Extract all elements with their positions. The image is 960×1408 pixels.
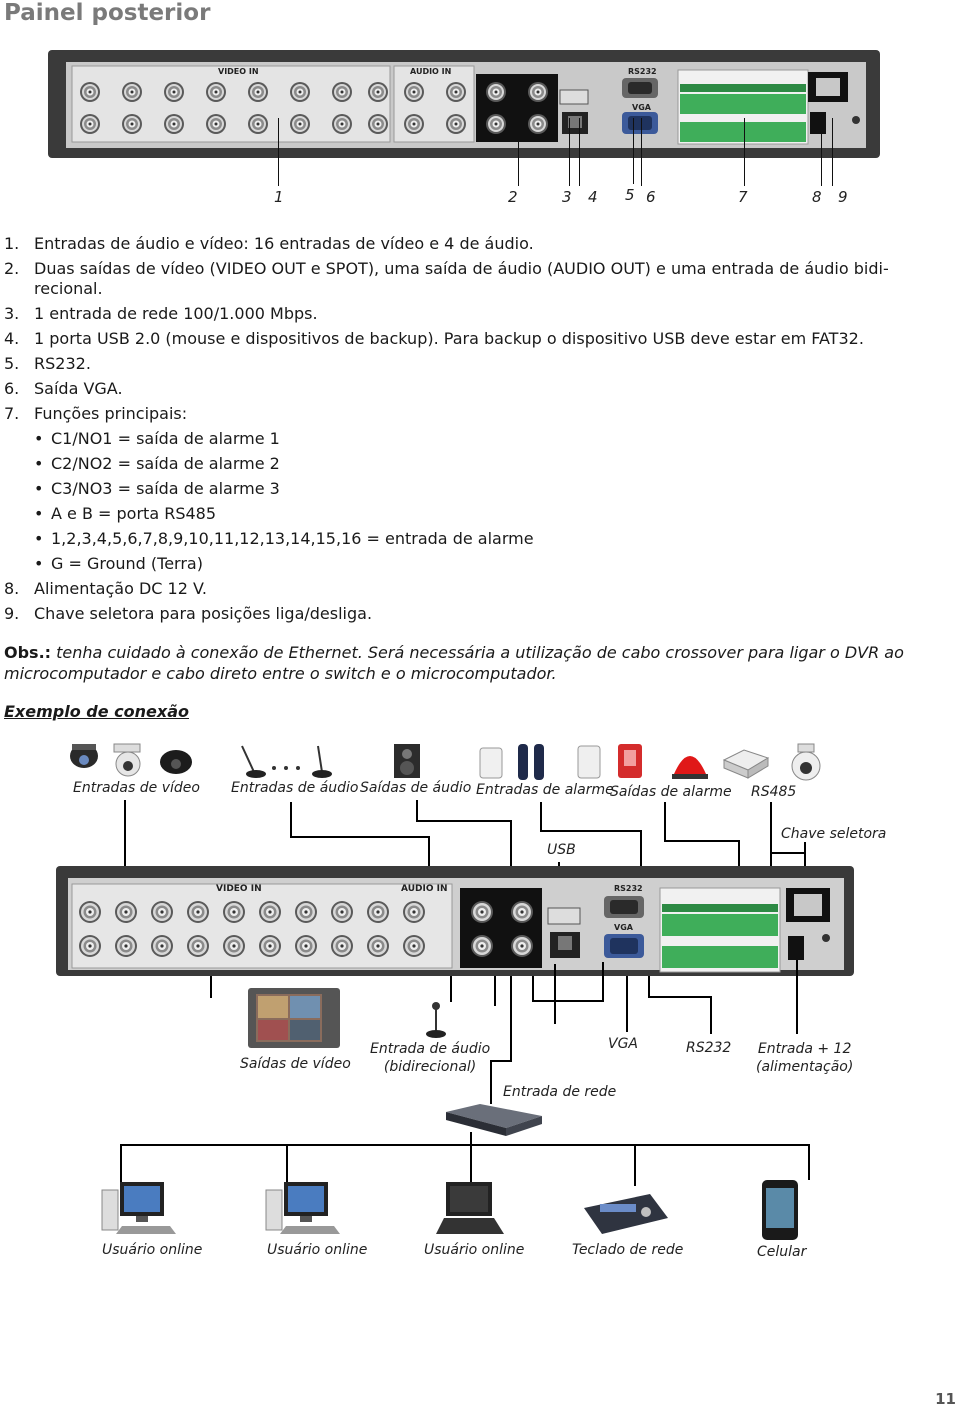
label-rs232: RS232 <box>686 1040 732 1056</box>
main-functions-list <box>34 429 939 574</box>
panel-vga-label: VGA <box>632 103 651 112</box>
label-entrada-audio: Entrada de áudio (bidirecional) <box>370 1041 491 1075</box>
rs485-box-icon <box>720 746 770 780</box>
svg-text:RS232: RS232 <box>614 884 643 893</box>
label-vga: VGA <box>608 1036 639 1052</box>
label-usuario-online: Usuário online <box>424 1242 525 1258</box>
label-saidas-audio: Saídas de áudio <box>360 780 472 796</box>
network-keyboard-icon <box>580 1188 670 1238</box>
function-item: • C3/NO3 = saída de alarme 3 <box>34 479 939 499</box>
label-chave-seletora: Chave seletora <box>781 826 887 842</box>
label-celular: Celular <box>757 1244 807 1260</box>
callout-2: 2 <box>508 188 518 206</box>
function-item: • A e B = porta RS485 <box>34 504 939 524</box>
label-entradas-video: Entradas de vídeo <box>73 780 200 796</box>
callout-5: 5 <box>625 186 635 204</box>
usb-port <box>560 90 588 104</box>
strobe-light-icon <box>668 744 712 780</box>
panel-audio-in-label: AUDIO IN <box>410 67 452 76</box>
callout-3: 3 <box>562 188 572 206</box>
feature-item: 8. Alimentação DC 12 V. <box>4 579 207 598</box>
label-usuario-online: Usuário online <box>102 1242 203 1258</box>
label-entrada-rede: Entrada de rede <box>503 1084 617 1100</box>
microphone-icon <box>416 1000 456 1042</box>
video-out-block <box>476 74 558 142</box>
panel-rs232-label: RS232 <box>628 67 657 76</box>
callout-9: 9 <box>838 188 848 206</box>
dvr-connection-panel <box>56 866 856 978</box>
feature-item: 7. Funções principais: • C1/NO1 = saída de alarme 1 • C2/NO2 = saída de alarme 2 • C3/NO3 = saída de alarme 3 • A e B = porta RS485 • 1,2,3,4,5,6,7,8,9,10,11,12,13,14,15,16 = entrada de alarme • G = Ground (Terra) <box>4 404 939 574</box>
svg-text:VGA: VGA <box>614 923 633 932</box>
label-alimentacao: Entrada + 12 (alimentação) <box>756 1041 854 1075</box>
callout-1: 1 <box>274 188 284 206</box>
speaker-icon <box>392 742 422 782</box>
callout-8: 8 <box>812 188 822 206</box>
callout-7: 7 <box>738 188 748 206</box>
alarm-sensors-icon <box>478 742 608 782</box>
svg-text:VIDEO IN: VIDEO IN <box>216 884 262 894</box>
feature-item: 1. Entradas de áudio e vídeo: 16 entradas de vídeo e 4 de áudio. <box>4 234 534 253</box>
label-entradas-audio: Entradas de áudio <box>231 780 359 796</box>
feature-item: 2. Duas saídas de vídeo (VIDEO OUT e SPOT), uma saída de áudio (AUDIO OUT) e uma entrada de áudio bidi-recional. <box>4 259 889 298</box>
label-saidas-video: Saídas de vídeo <box>240 1056 351 1072</box>
desktop-computer-icon <box>100 1180 180 1240</box>
panel-video-in-label: VIDEO IN <box>218 67 259 76</box>
callout-4: 4 <box>588 188 598 206</box>
feature-item: 6. Saída VGA. <box>4 379 123 398</box>
dc-power-jack <box>810 112 826 134</box>
monitor-icon <box>246 986 342 1054</box>
page-title: Painel posterior <box>4 0 211 26</box>
label-teclado-rede: Teclado de rede <box>572 1242 684 1258</box>
desktop-computer-icon <box>264 1180 344 1240</box>
function-item: • 1,2,3,4,5,6,7,8,9,10,11,12,13,14,15,16 = entrada de alarme <box>34 529 939 549</box>
laptop-icon <box>436 1180 506 1238</box>
siren-icon <box>612 742 652 782</box>
example-title: Exemplo de conexão <box>4 702 189 721</box>
function-item: • C1/NO1 = saída de alarme 1 <box>34 429 939 449</box>
observation-note: Obs.: tenha cuidado à conexão de Ethernet. Será necessária a utilização de cabo crossover para ligar o DVR ao microcomputador e cabo direto entre o switch e o microcomputador. <box>4 643 904 683</box>
cameras-icon <box>66 742 196 782</box>
svg-text:AUDIO IN: AUDIO IN <box>401 884 448 894</box>
feature-item: 9. Chave seletora para posições liga/desliga. <box>4 604 373 623</box>
feature-item: 4. 1 porta USB 2.0 (mouse e dispositivos de backup). Para backup o dispositivo USB deve estar em FAT32. <box>4 329 864 348</box>
function-item: • G = Ground (Terra) <box>34 554 939 574</box>
label-entradas-alarme: Entradas de alarme <box>476 782 614 798</box>
feature-list <box>4 234 939 629</box>
label-rs485: RS485 <box>751 784 797 800</box>
ptz-camera-icon <box>786 742 826 784</box>
page-number: 11 <box>935 1390 956 1408</box>
label-usuario-online: Usuário online <box>267 1242 368 1258</box>
alarm-terminal-block <box>678 70 808 144</box>
callout-6: 6 <box>646 188 656 206</box>
label-usb: USB <box>547 842 576 858</box>
feature-item: 3. 1 entrada de rede 100/1.000 Mbps. <box>4 304 318 323</box>
label-saidas-alarme: Saídas de alarme <box>610 784 732 800</box>
mobile-phone-icon <box>760 1178 800 1242</box>
feature-item: 5. RS232. <box>4 354 91 373</box>
microphones-icon <box>236 742 336 782</box>
function-item: • C2/NO2 = saída de alarme 2 <box>34 454 939 474</box>
network-switch-icon <box>444 1102 544 1140</box>
dvr-rear-panel <box>48 50 880 160</box>
